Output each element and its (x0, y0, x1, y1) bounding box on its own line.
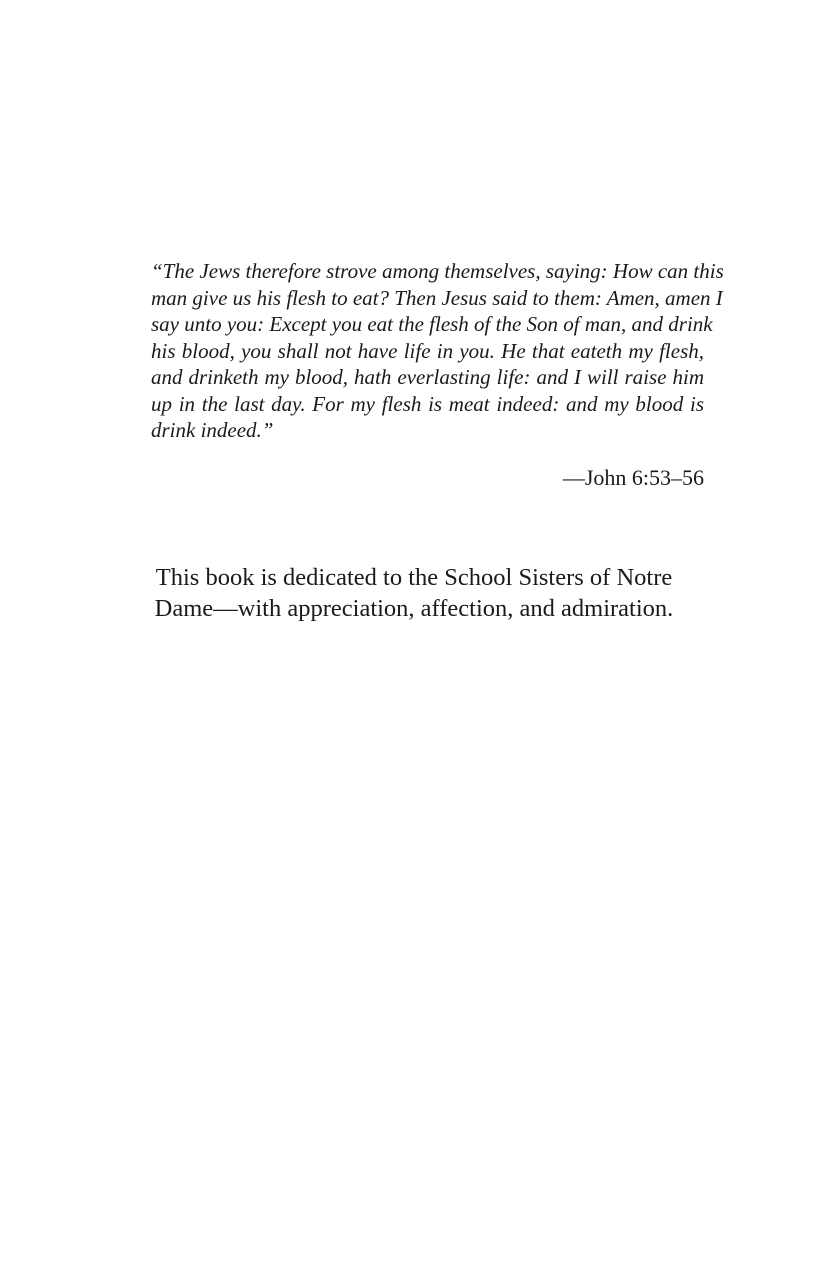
dedication-line: Dame—with appreciation, affection, and admiration. (154, 595, 674, 622)
epigraph-quote (151, 258, 724, 444)
dedication (120, 562, 708, 624)
quote-line: say unto you: Except you eat the flesh of the Son of man, and drink (151, 312, 713, 336)
quote-line: “The Jews therefore strove among themselves, saying: How can this (151, 259, 724, 283)
epigraph (151, 258, 724, 492)
dedication-line: This book is dedicated to the School Sisters of Notre (155, 564, 673, 591)
quote-line: his blood, you shall not have life in you. He that eateth my flesh, (151, 338, 704, 363)
quote-line: drink indeed.” (151, 418, 274, 442)
epigraph-citation: —John 6:53–56 (562, 464, 704, 490)
quote-line: up in the last day. For my flesh is meat indeed: and my blood is (151, 391, 704, 416)
quote-line: man give us his flesh to eat? Then Jesus said to them: Amen, amen I (151, 285, 723, 310)
quote-line: and drinketh my blood, hath everlasting life: and I will raise him (151, 365, 704, 389)
